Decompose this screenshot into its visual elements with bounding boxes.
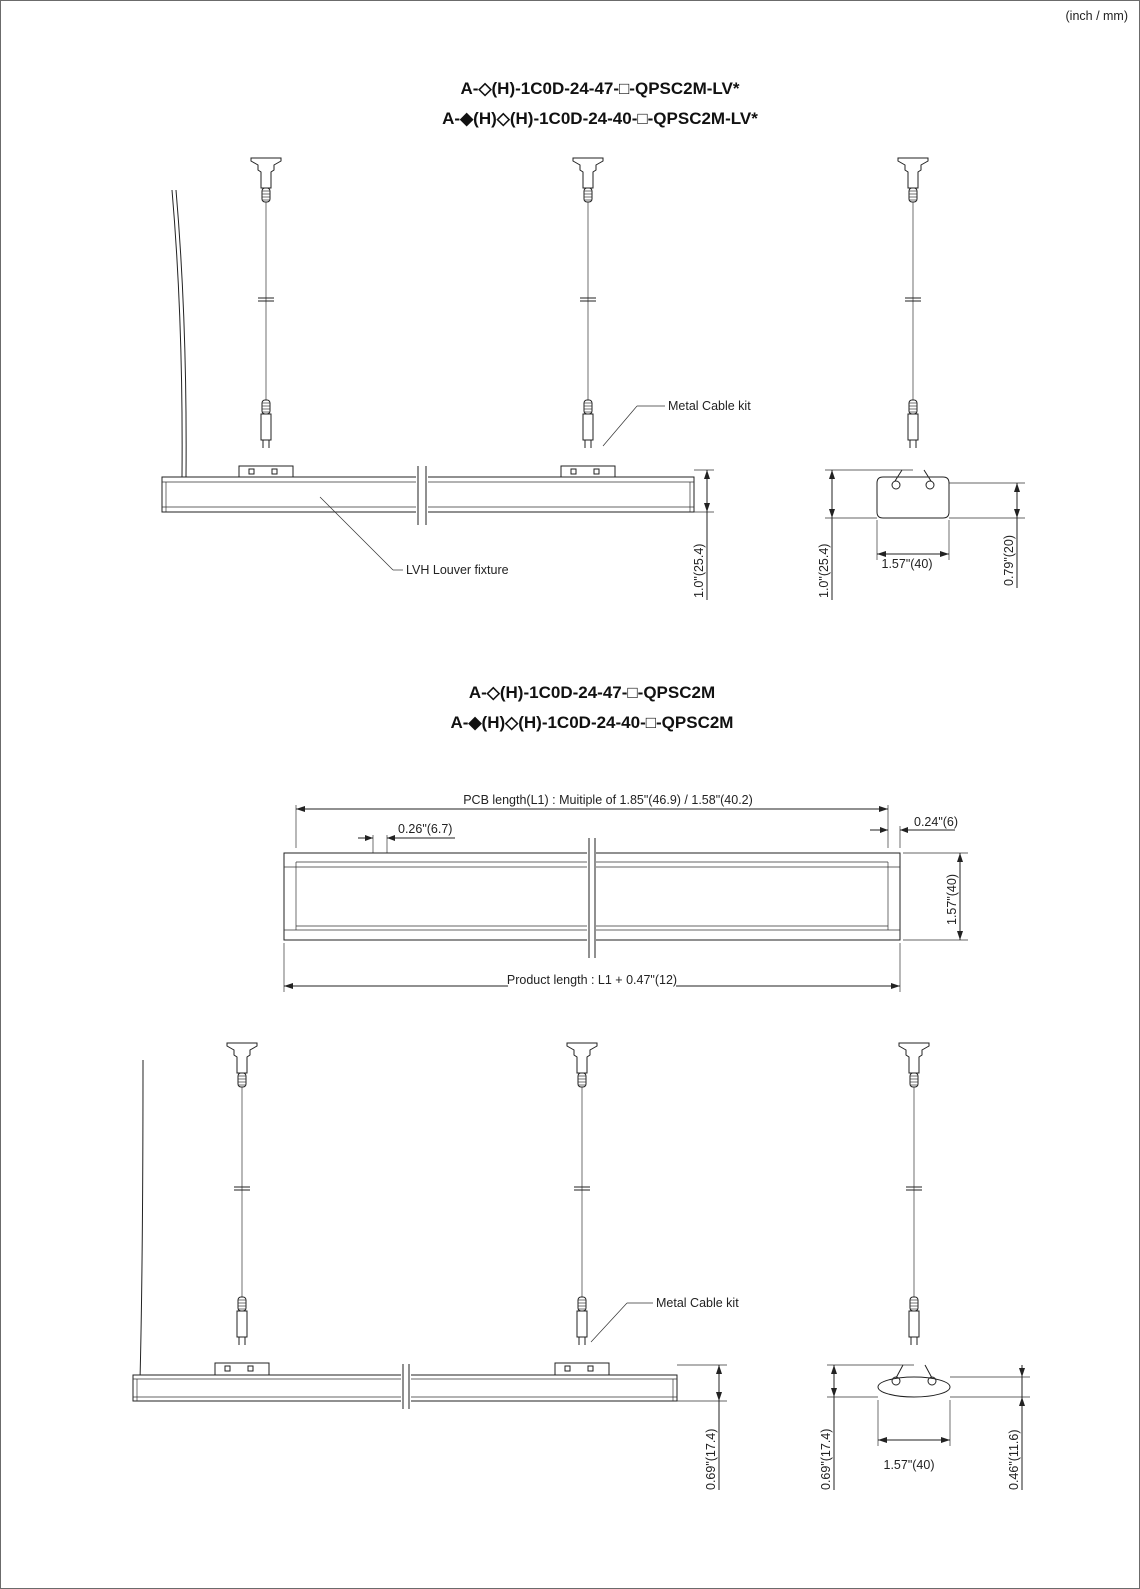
top-end-width-dim: 1.57"(40) [881,557,933,571]
plan-offset-left-dim: 0.26"(6.7) [398,822,453,836]
plan-width-dim: 1.57"(40) [945,874,959,925]
bottom-end-height-dim: 0.69"(17.4) [819,1428,833,1490]
plan-pcb-dim: PCB length(L1) : Muitiple of 1.85"(46.9) / 1.58"(40.2) [463,793,753,807]
plan-product-length-dim: Product length : L1 + 0.47"(12) [506,973,678,987]
bottom-end-body-dim: 0.46"(11.6) [1007,1429,1021,1490]
units-label: (inch / mm) [1065,9,1128,23]
top-hanger-right [561,158,615,478]
plan-offset-right-dim: 0.24"(6) [914,815,959,829]
top-title-line1: A-◇(H)-1C0D-24-47-□-QPSC2M-LV* [460,79,740,98]
top-end-view [817,158,1025,600]
top-end-height-dim: 1.0"(25.4) [817,543,831,598]
top-cable-callout: Metal Cable kit [668,399,751,413]
plan-view [284,793,968,992]
plan-title-line2: A-◆(H)◇(H)-1C0D-24-40-□-QPSC2M [450,713,734,732]
bottom-side-view [133,1043,739,1490]
top-side-view [162,158,751,600]
top-fixture-callout: LVH Louver fixture [406,563,509,577]
bottom-cable-callout: Metal Cable kit [656,1296,739,1310]
bottom-side-height-dim: 0.69"(17.4) [704,1428,718,1490]
bottom-end-width-dim: 1.57"(40) [883,1458,935,1472]
bottom-hanger-right [555,1043,609,1375]
bottom-end-view [819,1043,1030,1490]
top-title-line2: A-◆(H)◇(H)-1C0D-24-40-□-QPSC2M-LV* [442,109,758,128]
top-side-height-dim: 1.0"(25.4) [692,543,706,598]
plan-title-line1: A-◇(H)-1C0D-24-47-□-QPSC2M [468,683,716,702]
top-end-body-dim: 0.79"(20) [1002,535,1016,586]
top-hanger-left [239,158,293,478]
bottom-hanger-left [215,1043,269,1375]
